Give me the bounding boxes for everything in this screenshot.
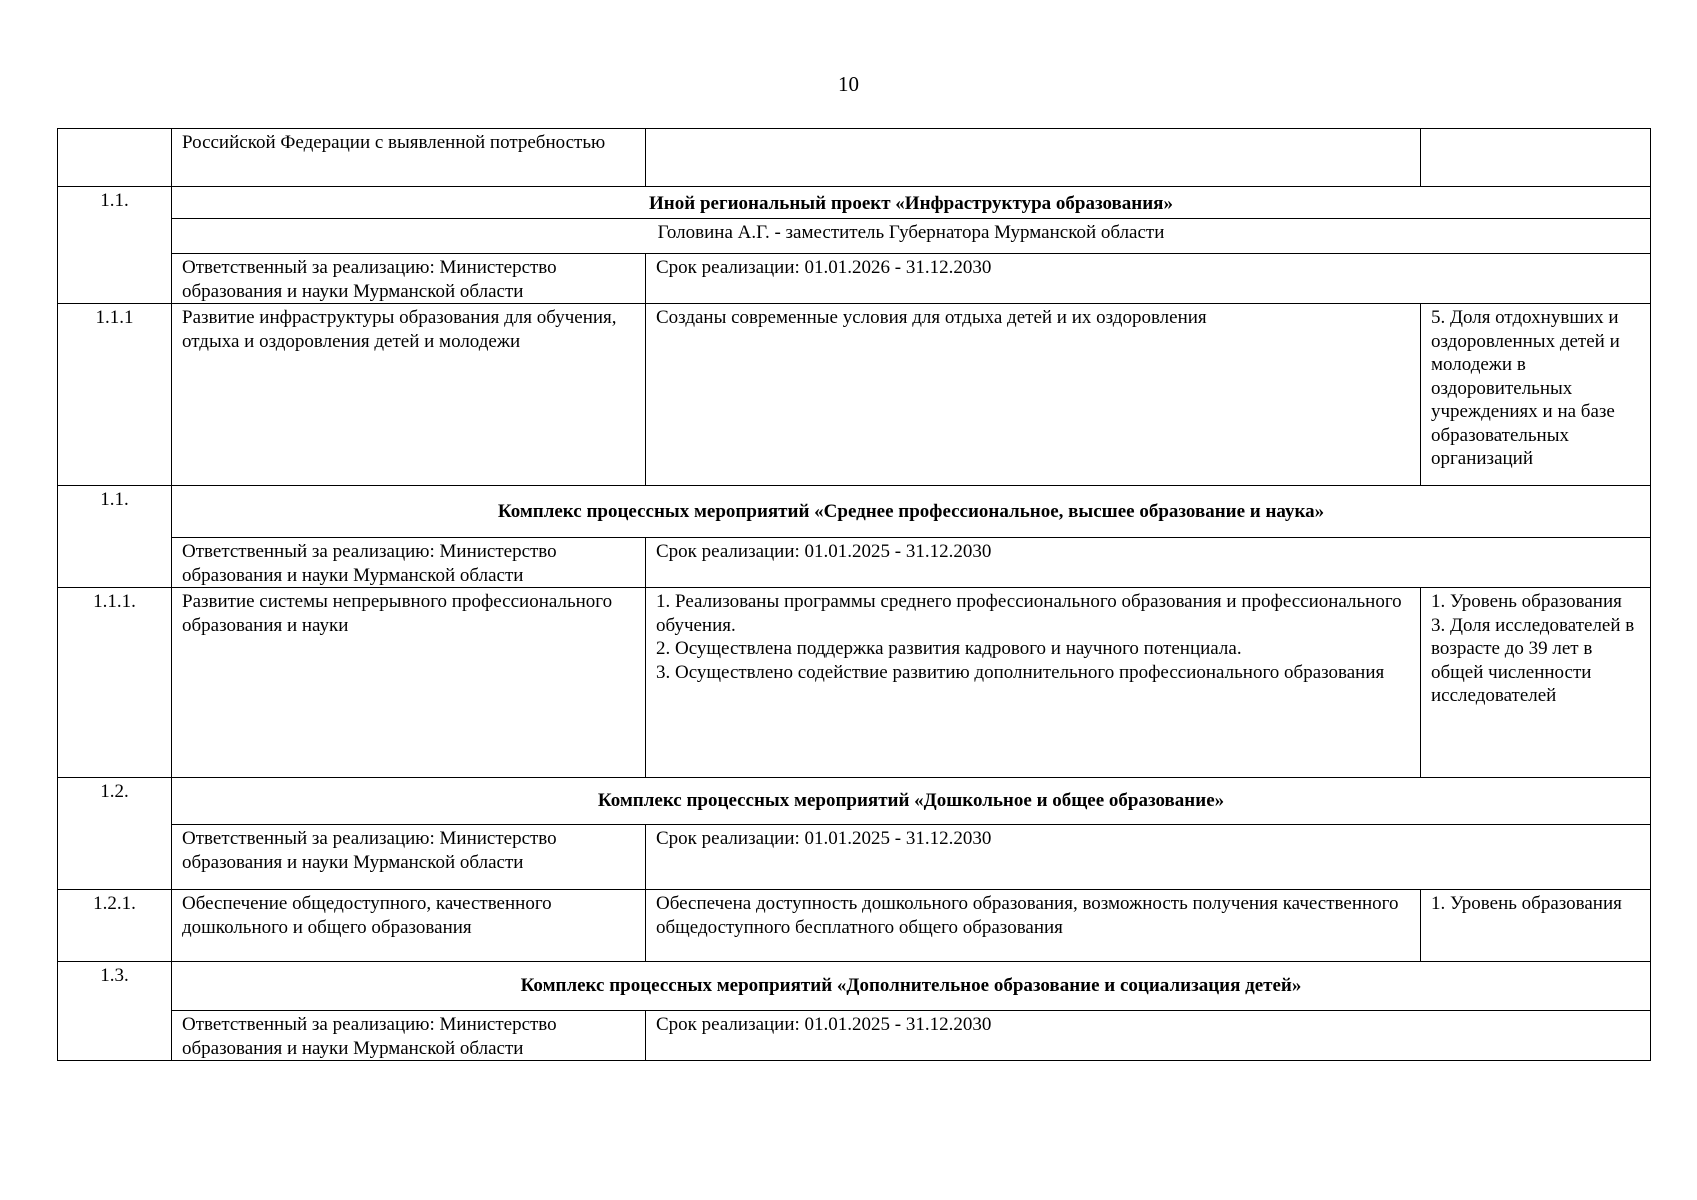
term-cell: Срок реализации: 01.01.2026 - 31.12.2030: [646, 254, 1651, 304]
task-number: 1.1.1: [58, 304, 172, 486]
table-row: [58, 254, 1651, 304]
task-cell: Развитие инфраструктуры образования для обучения, отдыха и оздоровления детей и молодежи: [172, 304, 646, 486]
term-cell: Срок реализации: 01.01.2025 - 31.12.2030: [646, 1011, 1651, 1061]
task-cell: Обеспечение общедоступного, качественного дошкольного и общего образования: [172, 890, 646, 962]
responsible-cell: Ответственный за реализацию: Министерство образования и науки Мурманской области: [172, 538, 646, 588]
indicator-cell: 1. Уровень образования: [1421, 890, 1651, 962]
table-row: [58, 825, 1651, 890]
curator-cell: Головина А.Г. - заместитель Губернатора Мурманской области: [172, 219, 1651, 254]
result-cell: Созданы современные условия для отдыха детей и их оздоровления: [646, 304, 1421, 486]
table-row: [58, 890, 1651, 962]
table-row: [58, 1011, 1651, 1061]
section-title: Комплекс процессных мероприятий «Дошкольное и общее образование»: [172, 778, 1651, 825]
section-number: 1.1.: [58, 486, 172, 588]
result-cell: [646, 129, 1421, 187]
table-row: [58, 538, 1651, 588]
term-cell: Срок реализации: 01.01.2025 - 31.12.2030: [646, 538, 1651, 588]
table-row: [58, 187, 1651, 219]
term-cell: Срок реализации: 01.01.2025 - 31.12.2030: [646, 825, 1651, 890]
task-cell: Развитие системы непрерывного профессионального образования и науки: [172, 588, 646, 778]
table-row: [58, 129, 1651, 187]
task-number: 1.1.1.: [58, 588, 172, 778]
indicator-cell: [1421, 588, 1651, 778]
section-title: Иной региональный проект «Инфраструктура образования»: [172, 187, 1651, 219]
result-cell: Обеспечена доступность дошкольного образования, возможность получения качественного общедоступного бесплатного общего образования: [646, 890, 1421, 962]
result-item: 3. Осуществлено содействие развитию дополнительного профессионального образования: [656, 661, 1385, 683]
result-item: 2. Осуществлена поддержка развития кадрового и научного потенциала.: [656, 638, 1242, 659]
num-cell: [58, 129, 172, 187]
result-cell: [646, 588, 1421, 778]
task-number: 1.2.1.: [58, 890, 172, 962]
section-title: Комплекс процессных мероприятий «Дополнительное образование и социализация детей»: [172, 962, 1651, 1011]
table-row: [58, 778, 1651, 825]
table-row: [58, 588, 1651, 778]
section-number: 1.1.: [58, 187, 172, 304]
table-row: [58, 962, 1651, 1011]
section-number: 1.2.: [58, 778, 172, 890]
responsible-cell: Ответственный за реализацию: Министерство образования и науки Мурманской области: [172, 825, 646, 890]
indicator-cell: 5. Доля отдохнувших и оздоровленных детей и молодежи в оздоровительных учреждениях и на базе образовательных организаций: [1421, 304, 1651, 486]
responsible-cell: Ответственный за реализацию: Министерство образования и науки Мурманской области: [172, 1011, 646, 1061]
table-row: [58, 486, 1651, 538]
table-row: [58, 304, 1651, 486]
program-structure-table: [57, 128, 1651, 1061]
indicator-cell: [1421, 129, 1651, 187]
table-row: [58, 219, 1651, 254]
result-item: 1. Реализованы программы среднего профессионального образования и профессионального обучения.: [656, 591, 1402, 636]
indicator-item: 1. Уровень образования: [1431, 591, 1622, 612]
section-number: 1.3.: [58, 962, 172, 1061]
section-title: Комплекс процессных мероприятий «Среднее профессиональное, высшее образование и наука»: [172, 486, 1651, 538]
indicator-item: 3. Доля исследователей в возрасте до 39 лет в общей численности исследователей: [1431, 614, 1635, 706]
task-cell: Российской Федерации с выявленной потребностью: [172, 129, 646, 187]
page-number: 10: [838, 72, 859, 96]
responsible-cell: Ответственный за реализацию: Министерство образования и науки Мурманской области: [172, 254, 646, 304]
